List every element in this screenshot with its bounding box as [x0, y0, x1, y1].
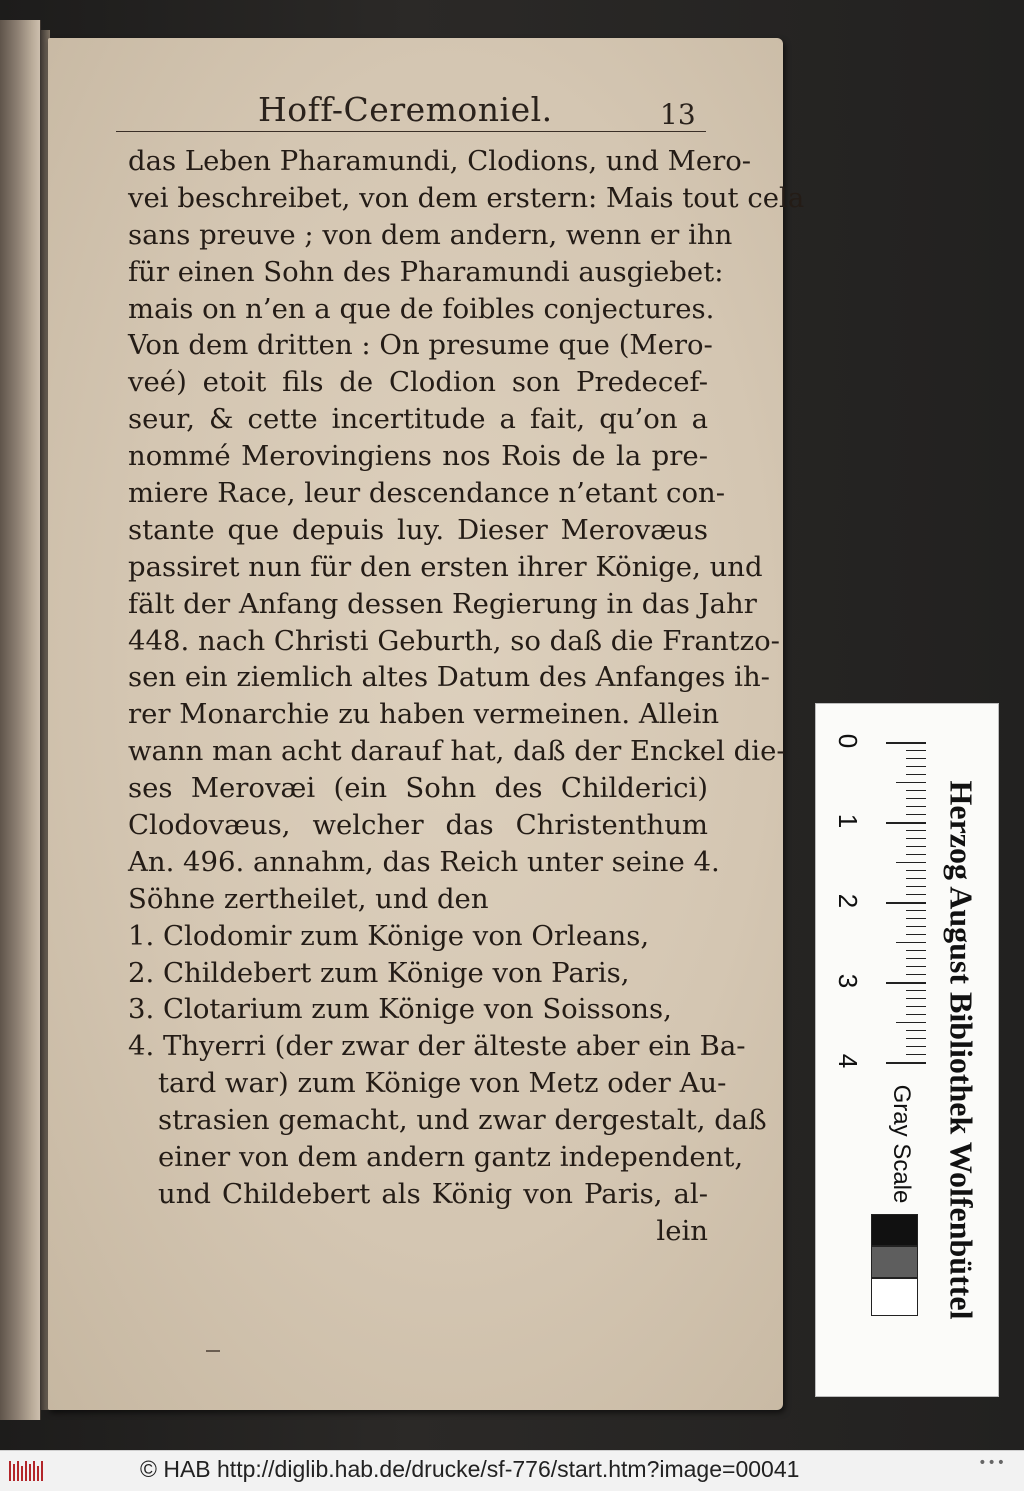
color-scale-bar — [815, 703, 999, 1397]
ink-mark — [206, 1350, 220, 1352]
ruler-tick — [886, 982, 926, 984]
ruler-tick — [906, 790, 926, 791]
text-line: rer Monarchie zu haben vermeinen. Allein — [128, 698, 720, 731]
text-line: nommé Merovingiens nos Rois de la pre- — [128, 440, 708, 473]
catchword: lein — [656, 1214, 708, 1247]
book-page — [48, 38, 805, 1410]
ruler-tick — [906, 958, 926, 959]
ruler-tick — [906, 950, 926, 951]
ruler-tick — [906, 838, 926, 839]
list-item: 2. Childebert zum Könige von Paris, — [128, 956, 630, 989]
text-line: 448. nach Christi Geburth, so daß die Frantzo- — [128, 624, 780, 657]
text-line: veé) etoit fils de Clodion son Predecef- — [128, 366, 708, 399]
ruler-tick — [886, 902, 926, 904]
swatch-white — [871, 1278, 918, 1316]
text-line: passiret nun für den ersten ihrer Könige, und — [128, 550, 763, 583]
ruler-tick — [896, 1022, 926, 1023]
ruler-tick — [906, 910, 926, 911]
footer-bar — [0, 1450, 1024, 1491]
ruler-tick — [906, 774, 926, 775]
text-line: fält der Anfang dessen Regierung in das Jahr — [128, 587, 757, 620]
ruler-tick — [896, 782, 926, 783]
text-line: miere Race, leur descendance n’etant con- — [128, 477, 726, 510]
ruler-tick — [906, 766, 926, 767]
ruler-tick — [906, 846, 926, 847]
running-head: Hoff-Ceremoniel. — [258, 90, 553, 129]
ruler-number: 4 — [833, 1053, 863, 1069]
ruler-tick — [906, 758, 926, 759]
ruler-tick — [906, 878, 926, 879]
hab-barcode-logo-icon — [8, 1459, 46, 1483]
text-line: Söhne zertheilet, und den — [128, 882, 489, 915]
ruler-number: 2 — [833, 893, 863, 909]
ruler-tick — [886, 1062, 926, 1064]
ruler-tick — [906, 926, 926, 927]
text-line: das Leben Pharamundi, Clodions, und Mero- — [128, 145, 752, 177]
ruler-tick — [906, 974, 926, 975]
ruler-tick — [906, 806, 926, 807]
ruler-tick — [886, 742, 926, 744]
more-menu-icon[interactable]: ••• — [978, 1455, 1006, 1471]
ruler-tick — [906, 1054, 926, 1055]
swatch-gray — [871, 1246, 918, 1278]
swatch-black — [871, 1214, 918, 1246]
text-line: seur, & cette incertitude a fait, qu’on a — [128, 403, 708, 436]
ruler-tick — [906, 1030, 926, 1031]
header-rule — [116, 131, 706, 132]
ruler-tick — [906, 886, 926, 887]
ruler-number: 0 — [833, 733, 863, 749]
text-line: tard war) zum Könige von Metz oder Au- — [158, 1067, 727, 1100]
ruler-tick — [906, 990, 926, 991]
ruler-tick — [906, 1046, 926, 1047]
ruler-tick — [906, 934, 926, 935]
list-item: 1. Clodomir zum Könige von Orleans, — [128, 919, 650, 952]
text-line: Von dem dritten : On presume que (Mero- — [128, 329, 713, 362]
previous-page-edge — [0, 20, 41, 1420]
ruler-tick — [896, 862, 926, 863]
ruler-tick — [906, 1014, 926, 1015]
ruler-tick — [906, 798, 926, 799]
ruler-tick — [906, 854, 926, 855]
ruler-tick — [906, 830, 926, 831]
ruler-tick — [906, 1038, 926, 1039]
ruler-number: 3 — [833, 973, 863, 989]
ruler-tick — [906, 750, 926, 751]
ruler-tick — [906, 918, 926, 919]
text-line: wann man acht darauf hat, daß der Enckel die- — [128, 735, 786, 768]
ruler-tick — [906, 1006, 926, 1007]
body-text — [128, 143, 805, 1250]
ruler-tick — [906, 870, 926, 871]
ruler-number: 1 — [833, 813, 863, 829]
text-line: und Childebert als König von Paris, al- — [158, 1177, 708, 1210]
text-line: sen ein ziemlich altes Datum des Anfanges ih- — [128, 661, 770, 694]
text-line: vei beschreibet, von dem erstern: Mais tout cela — [128, 181, 805, 214]
ruler-tick — [896, 942, 926, 943]
list-item: 3. Clotarium zum Könige von Soissons, — [128, 993, 672, 1026]
ruler-tick — [906, 998, 926, 999]
text-line: sans preuve ; von dem andern, wenn er ihn — [128, 218, 733, 251]
text-line: Clodovæus, welcher das Christenthum — [128, 809, 708, 842]
source-url-text: © HAB http://diglib.hab.de/drucke/sf-776/start.htm?image=00041 — [140, 1456, 800, 1482]
ruler-tick — [886, 822, 926, 824]
ruler-tick — [906, 966, 926, 967]
ruler-tick — [906, 894, 926, 895]
page-number: 13 — [660, 98, 696, 131]
text-line: stante que depuis luy. Dieser Merovæus — [128, 513, 708, 546]
ruler-tick — [906, 814, 926, 815]
text-line: einer von dem andern gantz independent, — [158, 1141, 744, 1174]
institution-label: Herzog August Bibliothek Wolfenbüttel — [943, 780, 980, 1320]
text-line: ses Merovæi (ein Sohn des Childerici) — [128, 772, 708, 805]
list-item: 4. Thyerri (der zwar der älteste aber ein Ba- — [128, 1030, 746, 1063]
text-line: mais on n’en a que de foibles conjectures. — [128, 292, 715, 325]
text-line: für einen Sohn des Pharamundi ausgiebet: — [128, 255, 724, 288]
text-line: strasien gemacht, und zwar dergestalt, daß — [158, 1104, 767, 1137]
text-line: An. 496. annahm, das Reich unter seine 4. — [128, 845, 720, 878]
gray-scale-label: Gray Scale — [888, 1084, 915, 1204]
